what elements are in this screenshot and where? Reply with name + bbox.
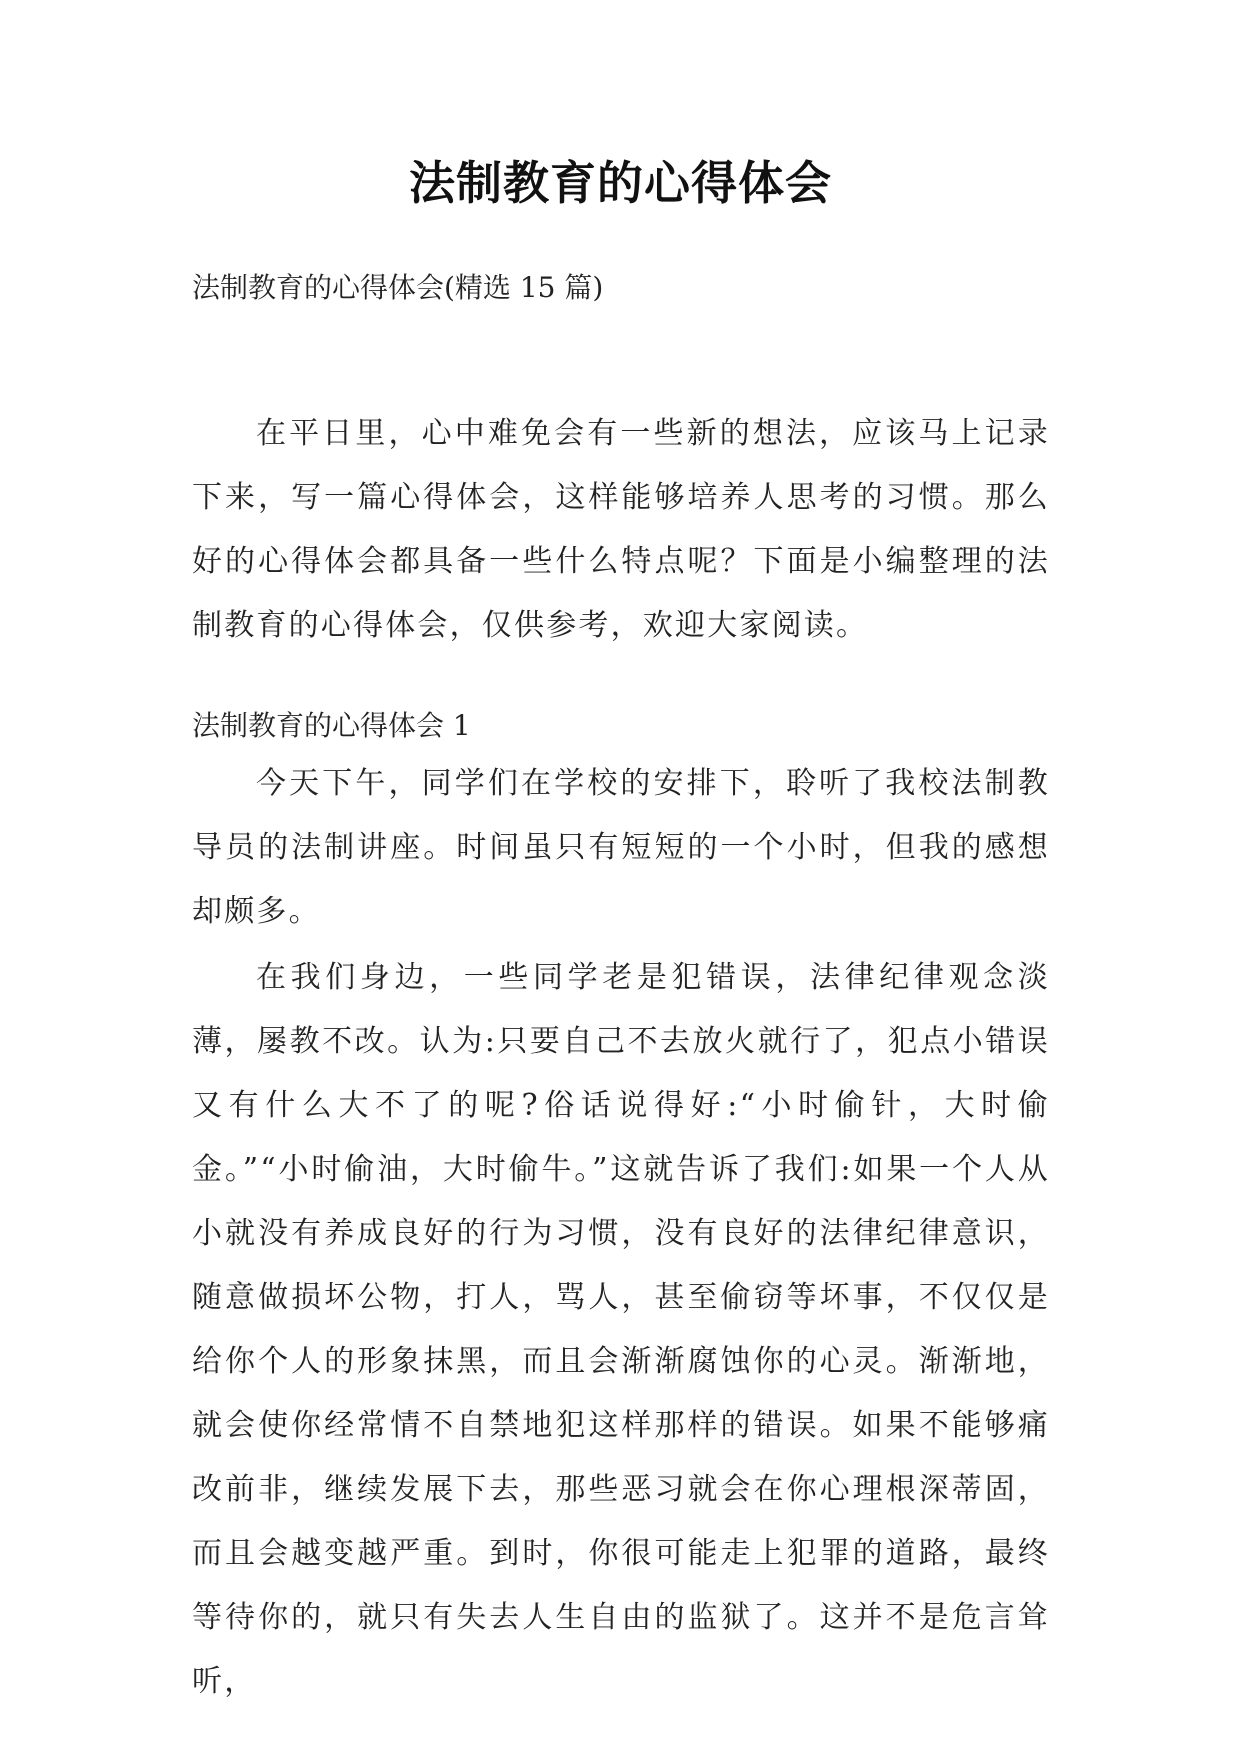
document-subtitle: 法制教育的心得体会(精选 15 篇) [192, 271, 604, 304]
section-heading-1: 法制教育的心得体会 1 [192, 709, 471, 742]
section-1-paragraph-1: 今天下午，同学们在学校的安排下，聆听了我校法制教导员的法制讲座。时间虽只有短短的一个小时，但我的感想却颇多。 [192, 766, 1050, 929]
page-title: 法制教育的心得体会 [409, 156, 832, 210]
intro-paragraph: 在平日里，心中难免会有一些新的想法，应该马上记录下来，写一篇心得体会，这样能够培养人思考的习惯。那么好的心得体会都具备一些什么特点呢？下面是小编整理的法制教育的心得体会，仅供参考，欢迎大家阅读。 [192, 416, 1050, 643]
section-1-paragraph-2: 在我们身边，一些同学老是犯错误，法律纪律观念淡薄，屡教不改。认为:只要自己不去放火就行了，犯点小错误又有什么大不了的呢?俗话说得好:“小时偷针，大时偷金。”“小时偷油，大时偷牛。”这就告诉了我们:如果一个人从小就没有养成良好的行为习惯，没有良好的法律纪律意识，随意做损坏公物，打人，骂人，甚至偷窃等坏事，不仅仅是给你个人的形象抹黑，而且会渐渐腐蚀你的心灵。渐渐地，就会使你经常情不自禁地犯这样那样的错误。如果不能够痛改前非，继续发展下去，那些恶习就会在你心理根深蒂固，而且会越变越严重。到时，你很可能走上犯罪的道路，最终等待你的，就只有失去人生自由的监狱了。这并不是危言耸听， [192, 960, 1050, 1699]
